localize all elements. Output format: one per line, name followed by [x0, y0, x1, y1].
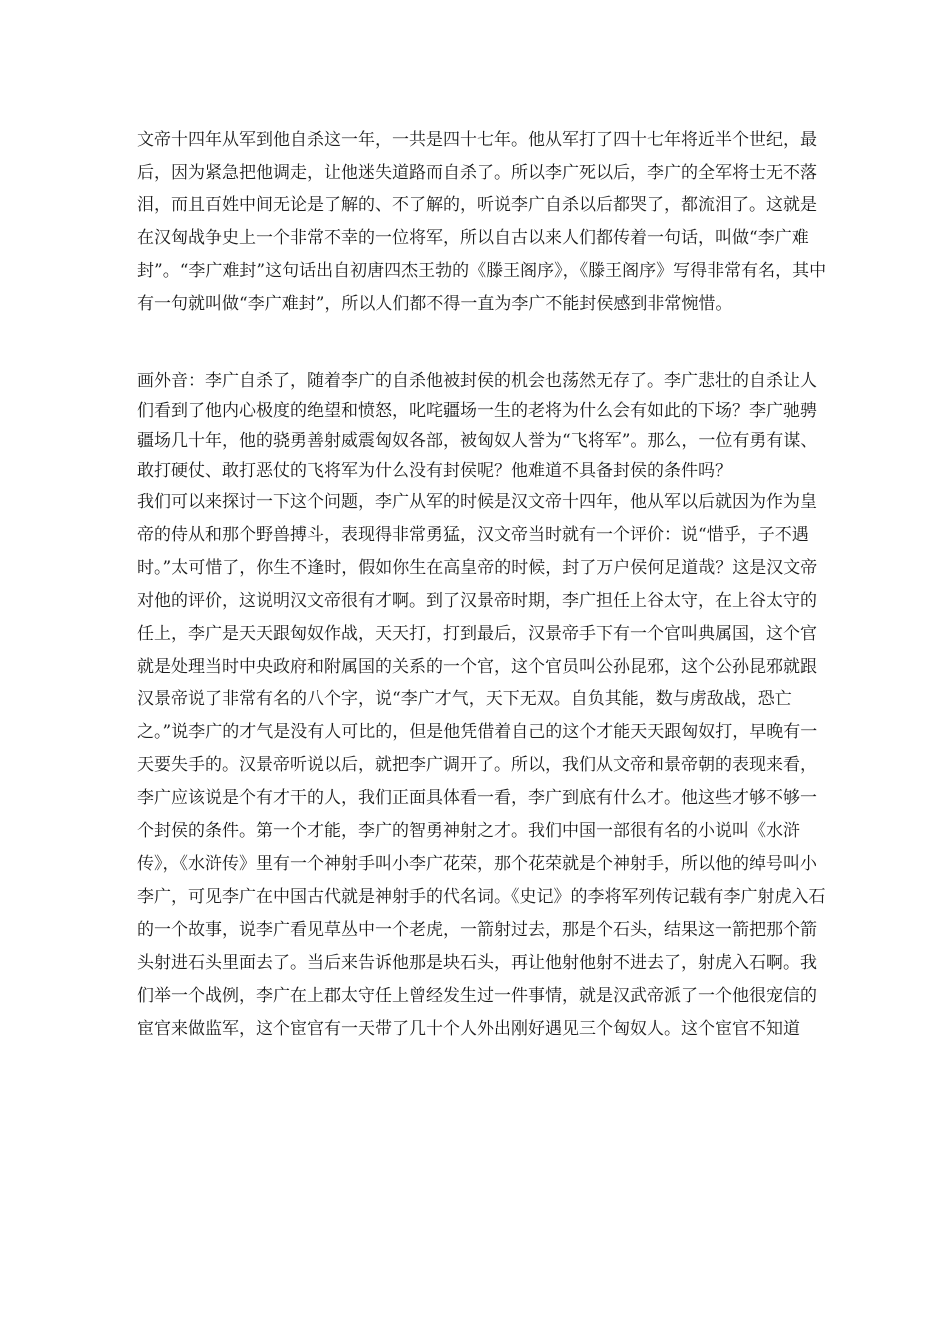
text-block-body — [137, 366, 827, 1045]
paragraph-2: 画外音：李广自杀了，随着李广的自杀他被封侯的机会也荡然无存了。李广悲壮的自杀让人们看到了他内心极度的绝望和愤怒，叱咤疆场一生的老将为什么会有如此的下场？李广驰骋疆场几十年，他的骁勇善射威震匈奴各部，被匈奴人誉为“飞将军”。那么，一位有勇有谋、敢打硬仗、敢打恶仗的飞将军为什么没有封侯呢？他难道不具备封侯的条件吗？ — [137, 371, 818, 481]
text-block-top — [137, 124, 827, 320]
paragraph-3: 我们可以来探讨一下这个问题，李广从军的时候是汉文帝十四年，他从军以后就因为作为皇帝的侍从和那个野兽搏斗，表现得非常勇猛，汉文帝当时就有一个评价：说“惜乎，子不遇时。”太可惜了，你生不逢时，假如你生在高皇帝的时候，封了万户侯何足道哉？这是汉文帝对他的评价，这说明汉文帝很有才啊。到了汉景帝时期，李广担任上谷太守，在上谷太守的任上，李广是天天跟匈奴作战，天天打，打到最后，汉景帝手下有一个官叫典属国，这个官就是处理当时中央政府和附属国的关系的一个官，这个官员叫公孙昆邪，这个公孙昆邪就跟汉景帝说了非常有名的八个字，说“李广才气，天下无双。自负其能，数与虏敌战，恐亡之。”说李广的才气是没有人可比的，但是他凭借着自己的这个才能天天跟匈奴打，早晚有一天要失手的。汉景帝听说以后，就把李广调开了。所以，我们从文帝和景帝朝的表现来看，李广应该说是个有才干的人，我们正面具体看一看，李广到底有什么才。他这些才够不够一个封侯的条件。第一个才能，李广的智勇神射之才。我们中国一部很有名的小说叫《水浒传》，《水浒传》里有一个神射手叫小李广花荣，那个花荣就是个神射手，所以他的绰号叫小李广，可见李广在中国古代就是神射手的代名词。《史记》的李将军列传记载有李广射虎入石的一个故事，说李广看见草丛中一个老虎，一箭射过去，那是个石头，结果这一箭把那个箭头射进石头里面去了。当后来告诉他那是块石头，再让他射他射不进去了，射虎入石啊。我们举一个战例，李广在上郡太守任上曾经发生过一件事情，就是汉武帝派了一个他很宠信的宦官来做监军，这个宦官有一天带了几十个人外出刚好遇见三个匈奴人。这个宦官不知道 — [137, 492, 826, 1039]
paragraph-1: 文帝十四年从军到他自杀这一年，一共是四十七年。他从军打了四十七年将近半个世纪，最后，因为紧急把他调走，让他迷失道路而自杀了。所以李广死以后，李广的全军将士无不落泪，而且百姓中间无论是了解的、不了解的，听说李广自杀以后都哭了，都流泪了。这就是在汉匈战争史上一个非常不幸的一位将军，所以自古以来人们都传着一句话，叫做“李广难封”。“李广难封”这句话出自初唐四杰王勃的《滕王阁序》，《滕王阁序》写得非常有名，其中有一句就叫做“李广难封”，所以人们都不得一直为李广不能封侯感到非常惋惜。 — [137, 130, 827, 314]
